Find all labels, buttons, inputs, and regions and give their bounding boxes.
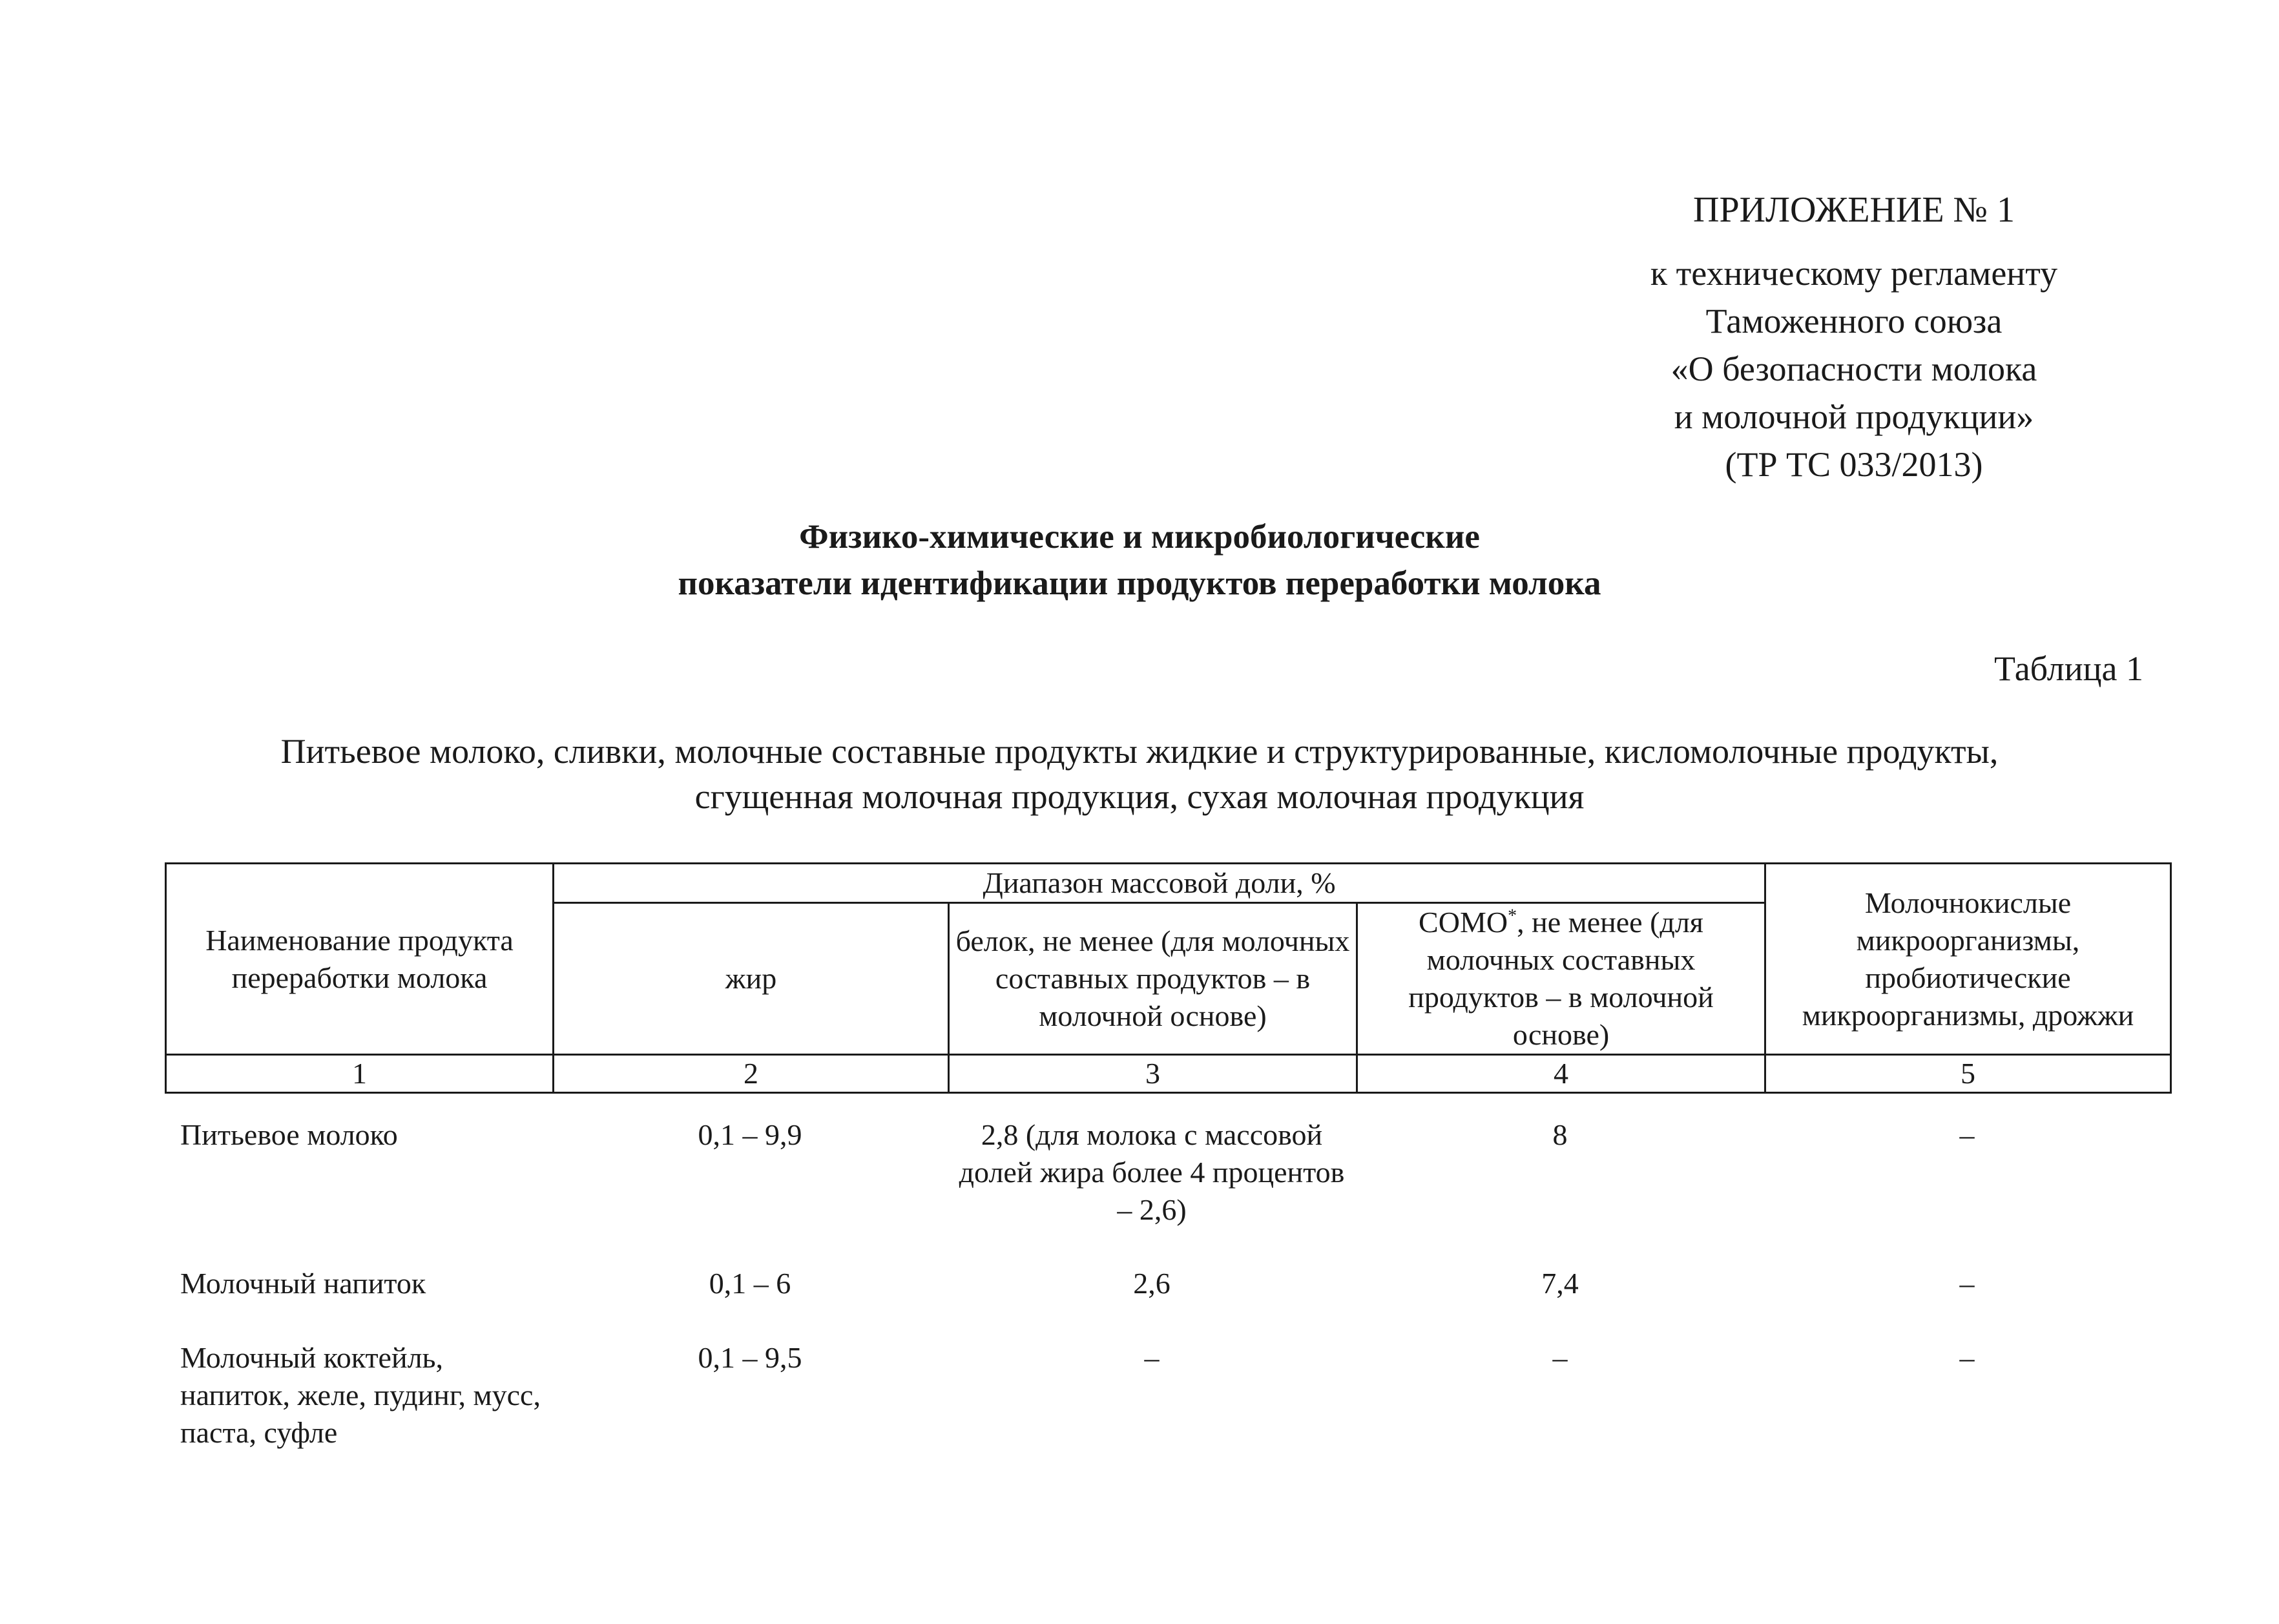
appendix-line: и молочной продукции» — [1674, 397, 2034, 436]
table-subtitle — [0, 729, 2279, 819]
cell-microorganisms: – — [1959, 1118, 1975, 1151]
header-protein: белок, не менее (для молочных составных продуктов – в молочной основе) — [949, 903, 1357, 1055]
table-subtitle-line: сгущенная молочная продукция, сухая молочная продукция — [694, 777, 1585, 816]
column-number: 4 — [1357, 1055, 1765, 1093]
cell-protein: 2,8 (для молока с массовой долей жира более 4 процентов – 2,6) — [959, 1118, 1345, 1226]
data-table — [165, 1116, 2170, 1462]
cell-fat: 0,1 – 9,5 — [698, 1341, 802, 1374]
cell-protein: – — [1144, 1341, 1160, 1374]
cell-protein: 2,6 — [1133, 1267, 1171, 1300]
appendix-block — [1486, 187, 2222, 488]
header-product-name: Наименование продукта переработки молока — [166, 864, 554, 1055]
cell-fat: 0,1 – 9,9 — [698, 1118, 802, 1151]
header-somo — [1357, 903, 1765, 1055]
appendix-line: Таможенного союза — [1705, 302, 2003, 340]
cell-microorganisms: – — [1959, 1267, 1975, 1300]
footnote-mark: * — [1508, 906, 1517, 926]
document-title — [0, 514, 2279, 607]
document-title-line: показатели идентификации продуктов переработки молока — [678, 565, 1601, 602]
table-row — [165, 1265, 2170, 1339]
header-fat: жир — [554, 903, 949, 1055]
header-microorganisms: Молочнокислые микроорганизмы, пробиотические микроорганизмы, дрожжи — [1765, 864, 2171, 1055]
header-somo-label: СОМО — [1419, 906, 1508, 939]
cell-product-name: Питьевое молоко — [180, 1118, 398, 1151]
column-number: 3 — [949, 1055, 1357, 1093]
cell-somo: 7,4 — [1541, 1267, 1579, 1300]
appendix-line: «О безопасности молока — [1670, 349, 2037, 388]
header-range-group: Диапазон массовой доли, % — [554, 864, 1765, 903]
cell-somo: 8 — [1552, 1118, 1568, 1151]
table-row — [165, 1339, 2170, 1462]
table-subtitle-line: Питьевое молоко, сливки, молочные составные продукты жидкие и структурированные, кисломолочные продукты, — [280, 732, 1999, 771]
header-somo-rest: , не менее (для молочных составных продуктов – в молочной основе) — [1408, 906, 1714, 1051]
appendix-heading: ПРИЛОЖЕНИЕ № 1 — [1693, 190, 2015, 230]
cell-fat: 0,1 – 6 — [709, 1267, 791, 1300]
cell-product-name: Молочный напиток — [180, 1267, 426, 1300]
appendix-line: к техническому регламенту — [1650, 254, 2058, 293]
table-label: Таблица 1 — [1994, 649, 2143, 688]
table-row — [165, 1116, 2170, 1265]
column-number: 5 — [1765, 1055, 2171, 1093]
appendix-line: (ТР ТС 033/2013) — [1725, 445, 1983, 484]
cell-product-name: Молочный коктейль, напиток, желе, пудинг, мусс, паста, суфле — [180, 1341, 541, 1449]
document-title-line: Физико-химические и микробиологические — [799, 518, 1480, 556]
header-table — [165, 862, 2172, 1094]
cell-microorganisms: – — [1959, 1341, 1975, 1374]
column-number: 2 — [554, 1055, 949, 1093]
column-number: 1 — [166, 1055, 554, 1093]
cell-somo: – — [1552, 1341, 1568, 1374]
